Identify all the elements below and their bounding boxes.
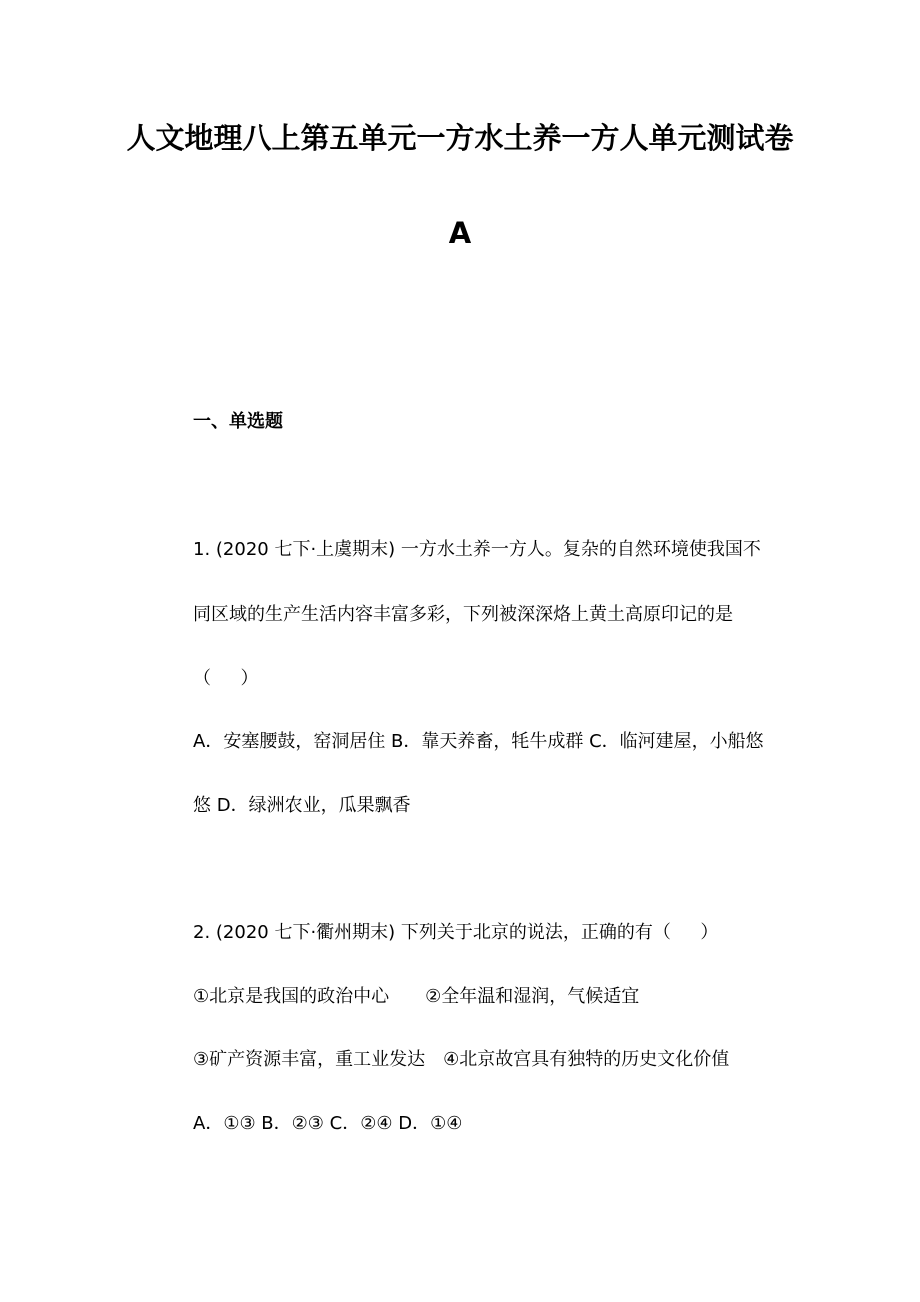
section-heading: 一、单选题 [193,411,283,432]
question-1-options-line-1: A．安塞腰鼓，窑洞居住 B．靠天养畜，牦牛成群 C．临河建屋，小船悠 [193,731,764,752]
question-2-options: A．①③ B．②③ C．②④ D．①④ [193,1113,463,1134]
question-2-stem: 2. (2020 七下·衢州期末) 下列关于北京的说法，正确的有（ ） [193,922,719,943]
document-title: 人文地理八上第五单元一方水土养一方人单元测试卷 [126,121,794,155]
document-title-suffix: A [448,216,472,250]
question-1-blank: （ ） [193,668,259,689]
question-2-statements-line-2: ③矿产资源丰富，重工业发达 ④北京故宫具有独特的历史文化价值 [193,1049,730,1070]
question-1-options-line-2: 悠 D．绿洲农业，瓜果飘香 [193,795,411,816]
question-1-stem-line-1: 1. (2020 七下·上虞期末) 一方水土养一方人。复杂的自然环境使我国不 [193,539,761,560]
question-1-stem-line-2: 同区域的生产生活内容丰富多彩，下列被深深烙上黄土高原印记的是 [193,604,733,625]
question-2-statements-line-1: ①北京是我国的政治中心 ②全年温和湿润，气候适宜 [193,986,640,1007]
